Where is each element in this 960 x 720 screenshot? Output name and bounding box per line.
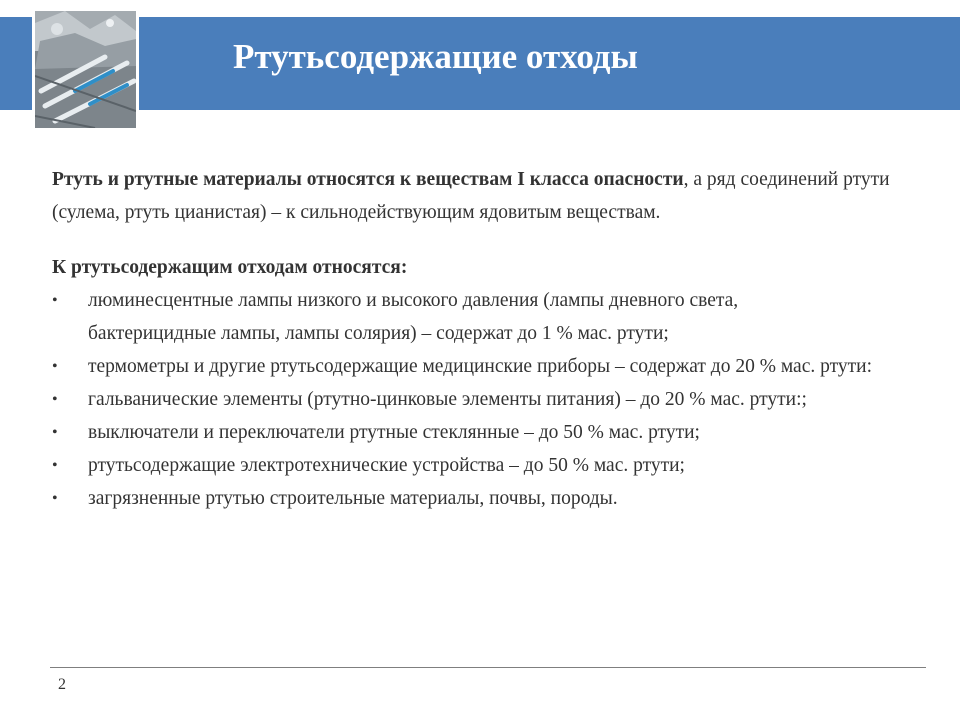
bullet-icon: • [52,424,58,441]
bullet-icon: • [52,358,58,375]
bullet-icon: • [52,457,58,474]
intro-paragraph [52,163,912,229]
photo-illustration [35,11,136,128]
bullet-icon: • [52,292,58,309]
footer-divider [50,667,926,668]
list-item-continuation [52,317,912,350]
list-item-text: выключатели и переключатели ртутные стеклянные – до 50 % мас. ртути; [88,422,700,443]
list-item-text: загрязненные ртутью строительные материалы, почвы, породы. [88,488,618,509]
waste-list [52,284,912,515]
list-item [52,350,912,383]
slide-title: Ртутьсодержащие отходы [233,37,638,76]
list-item [52,284,912,317]
list-item [52,449,912,482]
intro-bold-text: Ртуть и ртутные материалы относятся к веществам I класса опасности [52,169,684,190]
page-number: 2 [58,676,66,693]
list-item [52,482,912,515]
bullet-icon: • [52,391,58,408]
list-item [52,416,912,449]
list-item-text: гальванические элементы (ртутно-цинковые элементы питания) – до 20 % мас. ртути:; [88,389,807,410]
mercury-waste-photo [32,8,139,131]
slide-content [52,163,912,515]
list-item-text: ртутьсодержащие электротехнические устройства – до 50 % мас. ртути; [88,455,685,476]
list-item-text: люминесцентные лампы низкого и высокого давления (лампы дневного света, [88,290,739,311]
intro-rest-text: , а ряд соединений ртути (сулема, ртуть цианистая) – к сильнодействующим ядовитым веществам. [52,169,890,223]
list-item-text: термометры и другие ртутьсодержащие медицинские приборы – содержат до 20 % мас. ртути: [88,356,872,377]
bullet-icon: • [52,490,58,507]
list-item-text: бактерицидные лампы, лампы солярия) – содержат до 1 % мас. ртути; [88,323,669,344]
list-item [52,383,912,416]
list-heading: К ртутьсодержащим отходам относятся: [52,257,408,278]
